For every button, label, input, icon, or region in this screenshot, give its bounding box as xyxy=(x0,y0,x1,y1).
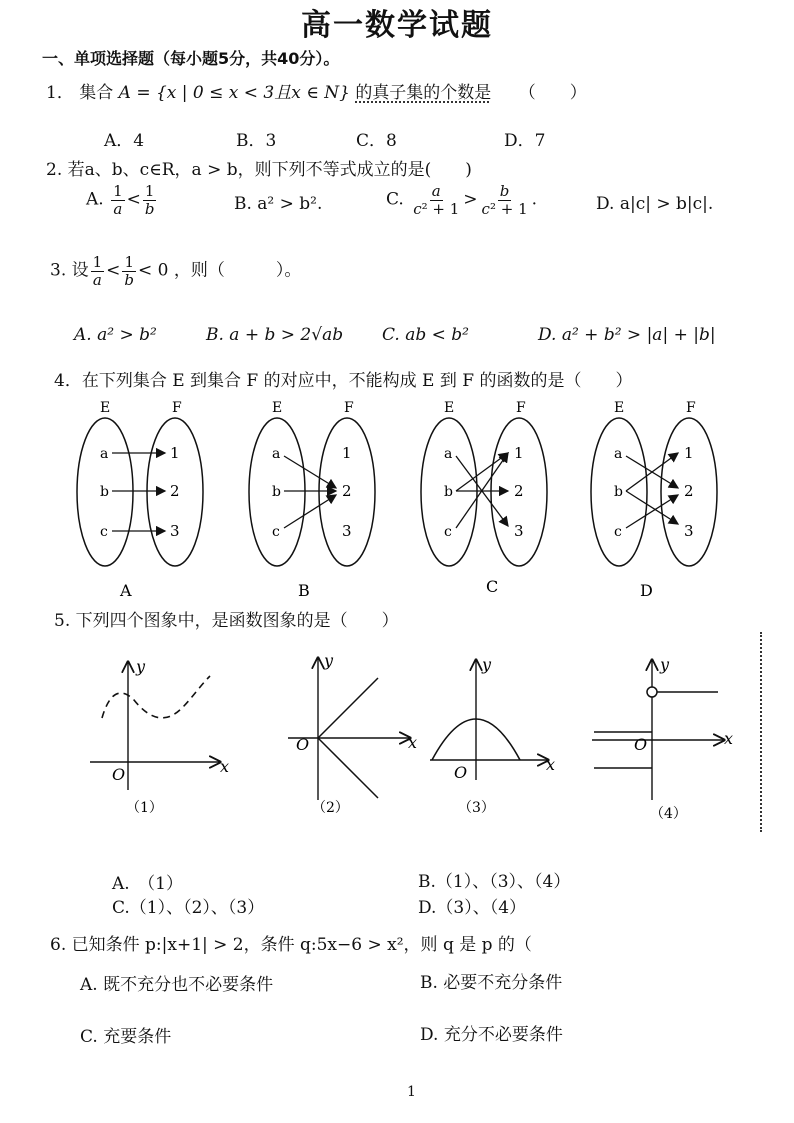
svg-text:x: x xyxy=(220,757,230,776)
set-e-label: E xyxy=(100,400,111,416)
q1-number: 1． xyxy=(46,83,74,103)
q1-set: A = {x | 0 ≤ x < 3且x ∈ N} xyxy=(118,83,350,103)
q1-option-b: B．3 xyxy=(236,131,277,151)
svg-text:a: a xyxy=(272,446,281,462)
q3-option-b: B. a + b > 2√ab xyxy=(206,325,344,345)
mapping-diagram-a xyxy=(77,400,203,600)
fraction-1-over-a: $\frac{1}{a}$ xyxy=(113,182,123,218)
q6-option-c: C. 充要条件 xyxy=(80,1027,172,1047)
svg-text:F: F xyxy=(686,400,696,416)
svg-text:c: c xyxy=(614,524,622,540)
svg-text:F: F xyxy=(344,400,354,416)
q6-option-b: B. 必要不充分条件 xyxy=(420,973,563,993)
q1-option-a: A．4 xyxy=(104,131,145,151)
q3-number: 3. 设 xyxy=(50,260,89,281)
svg-text:2: 2 xyxy=(514,482,524,500)
svg-text:3: 3 xyxy=(170,522,180,540)
svg-text:2: 2 xyxy=(170,482,180,500)
q5-option-d: D.（3）、（4） xyxy=(418,898,527,918)
diagram-label-a: A xyxy=(120,581,132,600)
svg-text:O: O xyxy=(112,765,126,784)
q3-fraction-1-over-b: $\frac{1}{b}$ xyxy=(124,253,135,289)
mapping-diagram-d xyxy=(591,400,717,600)
graph-3 xyxy=(430,655,555,816)
question-5-stem: 5. 下列四个图象中，是函数图象的是（ ） xyxy=(54,611,399,631)
svg-text:y: y xyxy=(136,657,146,676)
svg-text:3: 3 xyxy=(342,522,352,540)
q5-option-a: A. （1） xyxy=(112,874,183,894)
svg-text:b: b xyxy=(444,484,453,500)
svg-text:a: a xyxy=(100,446,109,462)
q2-option-d: D. a|c| > b|c|. xyxy=(596,194,714,214)
graph-caption-4: （4） xyxy=(650,806,687,822)
svg-text:E: E xyxy=(614,400,625,416)
q5-option-c: C.（1）、（2）、（3） xyxy=(112,898,265,918)
question-3-stem: 3. 设 $\frac{1}{a}$ < $\frac{1}{b}$ < 0 ，则（ ）。 xyxy=(50,253,302,289)
page-title: 高一数学试题 xyxy=(301,8,493,43)
diagram-label-d: D xyxy=(640,581,653,600)
svg-text:c: c xyxy=(100,524,108,540)
svg-text:3: 3 xyxy=(514,522,524,540)
svg-text:c: c xyxy=(444,524,452,540)
mapping-diagram-b xyxy=(249,400,375,600)
q2-option-a-label: A. xyxy=(86,189,104,210)
graph-caption-2: （2） xyxy=(312,800,349,816)
svg-text:E: E xyxy=(272,400,283,416)
svg-text:1: 1 xyxy=(170,444,180,462)
q1-option-d: D．7 xyxy=(504,131,546,151)
svg-text:y: y xyxy=(660,655,670,674)
svg-text:O: O xyxy=(634,735,648,754)
q1-pre: 集合 xyxy=(79,83,114,103)
q2-option-a: A. $\frac{1}{a}$ < $\frac{1}{b}$ xyxy=(86,182,155,218)
fraction-a-over-c2plus1: $\frac{a}{\text{c² + 1}}$ xyxy=(413,182,460,218)
graph-1 xyxy=(90,657,229,816)
svg-text:x: x xyxy=(408,733,418,752)
svg-text:b: b xyxy=(272,484,281,500)
function-graphs xyxy=(70,640,750,830)
graph-4 xyxy=(592,655,733,822)
q2-option-c-label: C. xyxy=(386,189,404,210)
diagram-label-c: C xyxy=(486,577,499,596)
fraction-b-over-c2plus1: $\frac{b}{\text{c² + 1}}$ xyxy=(481,182,528,218)
svg-text:2: 2 xyxy=(684,482,694,500)
q3-fraction-1-over-a: $\frac{1}{a}$ xyxy=(92,253,103,289)
graph-caption-1: （1） xyxy=(126,800,163,816)
svg-text:c: c xyxy=(272,524,280,540)
q6-option-a: A. 既不充分也不必要条件 xyxy=(80,975,274,995)
q1-paren: （ ） xyxy=(518,83,587,103)
svg-text:E: E xyxy=(444,400,455,416)
svg-text:b: b xyxy=(100,484,109,500)
svg-text:O: O xyxy=(296,735,310,754)
mapping-diagrams xyxy=(60,398,740,608)
svg-text:2: 2 xyxy=(342,482,352,500)
q1-option-c: C．8 xyxy=(356,131,397,151)
q3-option-c: C. ab < b² xyxy=(382,325,469,345)
q3-tail: < 0 ，则（ ）。 xyxy=(138,260,302,281)
svg-text:y: y xyxy=(482,655,492,674)
svg-text:F: F xyxy=(516,400,526,416)
question-1 xyxy=(46,78,587,103)
set-f-label: F xyxy=(172,400,182,416)
q5-option-b: B.（1）、（3）、（4） xyxy=(418,872,571,892)
q2-option-c: C. $\frac{a}{\text{c² + 1}}$ > $\frac{b}{\text{c² + 1}}$ . xyxy=(386,182,538,218)
svg-text:1: 1 xyxy=(342,444,352,462)
diagram-label-b: B xyxy=(298,581,310,600)
svg-text:y: y xyxy=(324,651,334,670)
graph-caption-3: （3） xyxy=(458,800,495,816)
svg-text:b: b xyxy=(614,484,623,500)
question-6-stem: 6. 已知条件 p:|x+1| > 2，条件 q:5x−6 > x²，则 q 是 p 的（ xyxy=(50,935,532,955)
q1-post: 的真子集的个数是 xyxy=(355,83,492,103)
svg-text:a: a xyxy=(444,446,453,462)
q3-option-a: A. a² > b² xyxy=(74,325,157,345)
margin-dotted-line xyxy=(760,632,764,832)
fraction-1-over-b: $\frac{1}{b}$ xyxy=(144,182,155,218)
mapping-diagram-c xyxy=(421,400,547,596)
graph-2 xyxy=(288,651,417,816)
svg-text:a: a xyxy=(614,446,623,462)
q3-option-d: D. a² + b² > |a| + |b| xyxy=(538,325,716,345)
svg-text:1: 1 xyxy=(514,444,524,462)
svg-text:O: O xyxy=(454,763,468,782)
q6-option-d: D. 充分不必要条件 xyxy=(420,1025,563,1045)
svg-text:1: 1 xyxy=(684,444,694,462)
q2-option-b: B. a² > b². xyxy=(234,194,323,214)
question-4-stem: 4．在下列集合 E 到集合 F 的对应中，不能构成 E 到 F 的函数的是（ ） xyxy=(54,371,633,391)
page-number: 1 xyxy=(407,1084,416,1100)
question-2-stem: 2. 若a、b、c∈R，a > b，则下列不等式成立的是( ) xyxy=(46,160,472,180)
section-heading: 一、单项选择题（每小题5分，共40分）。 xyxy=(42,49,340,68)
svg-text:x: x xyxy=(724,729,734,748)
svg-text:3: 3 xyxy=(684,522,694,540)
svg-text:x: x xyxy=(546,755,556,774)
